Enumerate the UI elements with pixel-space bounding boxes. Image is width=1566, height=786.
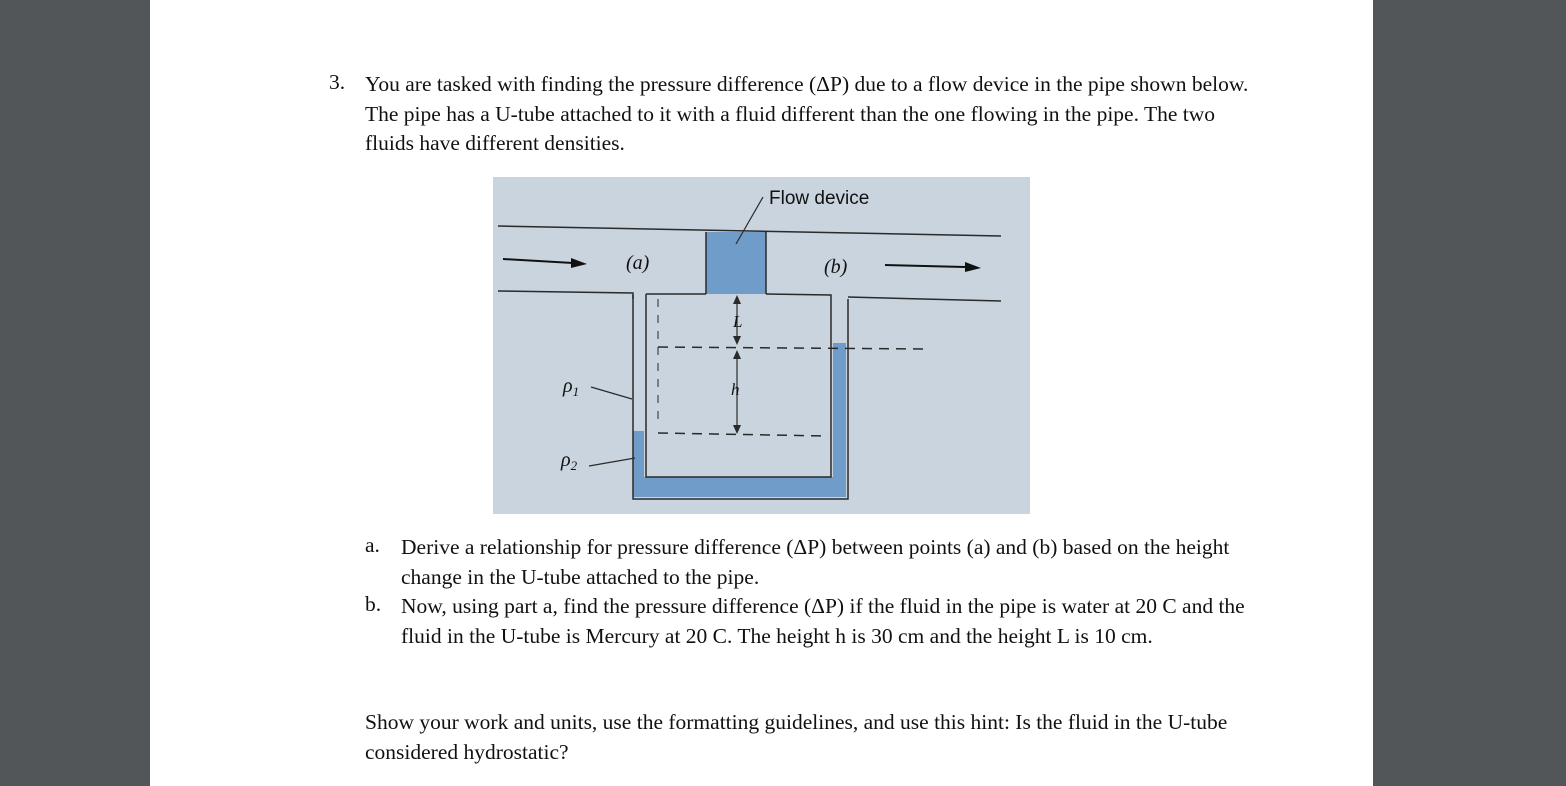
u-tube-fluid-right (833, 343, 846, 497)
rho1-label: $\rho_1$ (563, 375, 580, 399)
question-number: 3. (329, 70, 346, 94)
rho2-label: $\rho_2$ (561, 449, 578, 473)
document-page (150, 0, 1373, 786)
closing-instructions: Show your work and units, use the formatting guidelines, and use this hint: Is the fluid in the U-tube considered hydrostatic? (365, 710, 1228, 764)
question-text: You are tasked with finding the pressure difference (ΔP) due to a flow device in the pipe shown below. The pipe has a U-tube attached to it with a fluid different than the one flowing in the pipe. The two fluids have different densities. (365, 72, 1249, 155)
part-b-label: b. (365, 592, 382, 616)
h-label: h (731, 380, 740, 399)
part-a-text: Derive a relationship for pressure difference (ΔP) between points (a) and (b) based on the height change in the U-tube attached to the pipe. (401, 535, 1230, 589)
flow-device-label: Flow device (769, 188, 870, 209)
point-b-label: (b) (824, 256, 848, 278)
part-b-text: Now, using part a, find the pressure difference (ΔP) if the fluid in the pipe is water at 20 C and the fluid in the U-tube is Mercury at 20 C. The height h is 30 cm and the height L is 10 cm. (401, 594, 1245, 648)
u-tube-manometer-figure (493, 177, 1030, 514)
point-a-label: (a) (626, 252, 650, 274)
L-label: L (733, 312, 743, 331)
part-a-label: a. (365, 533, 380, 557)
u-tube-fluid-bottom (633, 477, 846, 497)
flow-device (706, 232, 766, 294)
